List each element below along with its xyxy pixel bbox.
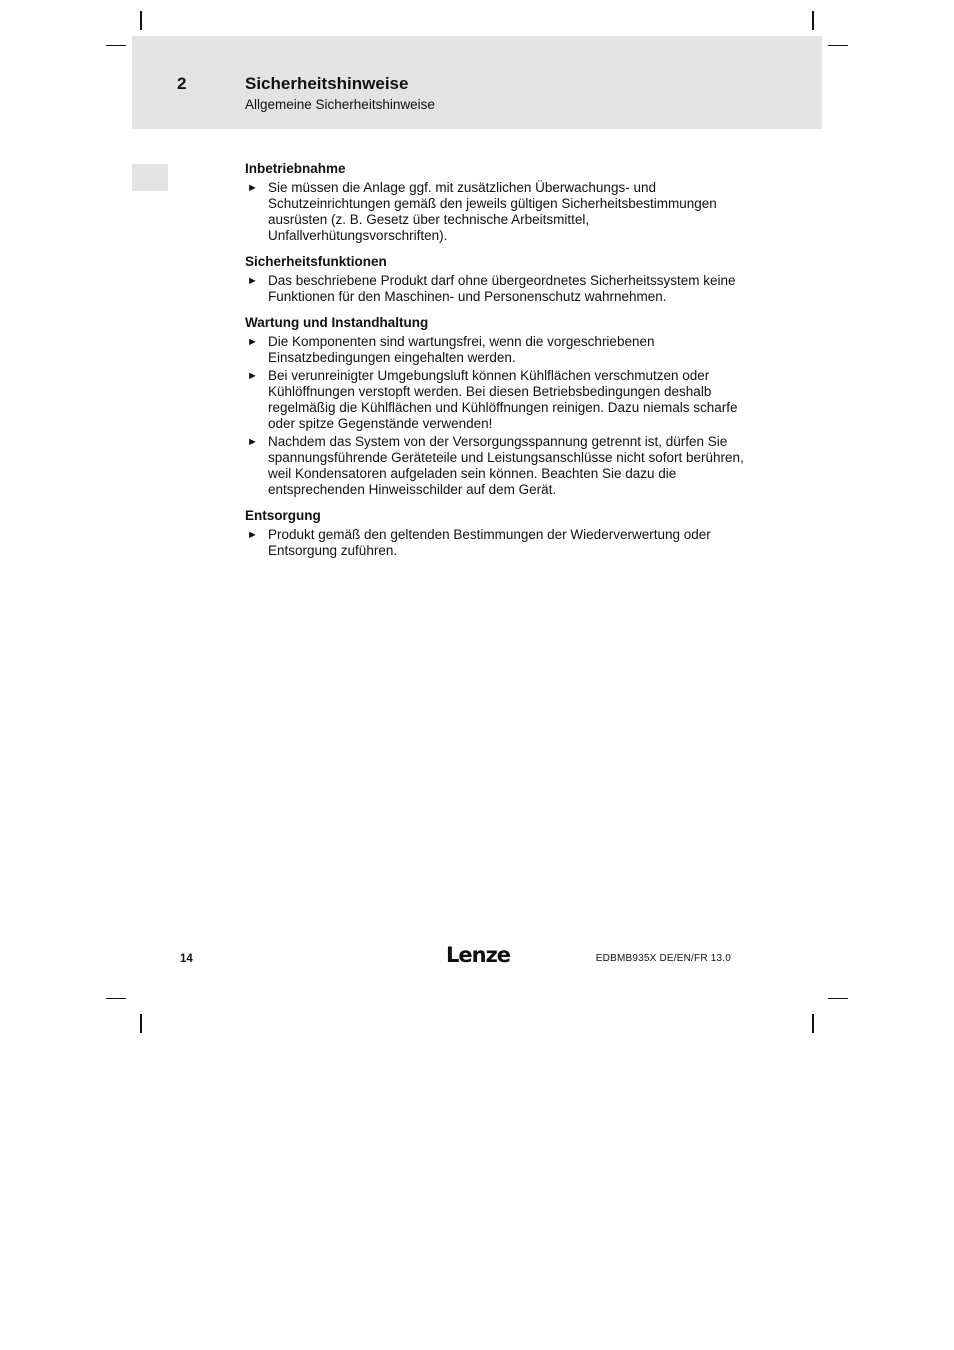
document-id: EDBMB935X DE/EN/FR 13.0 bbox=[595, 953, 731, 964]
section-entsorgung bbox=[245, 507, 745, 559]
bullet-icon: ► bbox=[247, 436, 258, 448]
crop-mark bbox=[828, 998, 848, 999]
bullet-icon: ► bbox=[247, 529, 258, 541]
list-item-text: Bei verunreinigter Umgebungsluft können Kühlflächen verschmutzen oder Kühlöffnungen verstopft werden. Bei diesen Betriebsbedingungen deshalb regelmäßig die Kühlflächen und Kühlöffnungen reinigen. Dazu niemals scharfe oder spitze Gegenstände verwenden! bbox=[268, 368, 738, 431]
section-sicherheitsfunktionen bbox=[245, 253, 745, 305]
list-item bbox=[245, 180, 745, 244]
chapter-number: 2 bbox=[177, 74, 187, 93]
list-item bbox=[245, 368, 745, 432]
section-heading: Entsorgung bbox=[245, 508, 321, 523]
list-item bbox=[245, 434, 745, 498]
margin-tab bbox=[132, 164, 168, 191]
main-content bbox=[245, 160, 745, 568]
list-item-text: Die Komponenten sind wartungsfrei, wenn die vorgeschriebenen Einsatzbedingungen eingehalten werden. bbox=[268, 334, 655, 365]
chapter-title: Sicherheitshinweise bbox=[245, 74, 409, 93]
crop-mark bbox=[812, 11, 814, 30]
list-item-text: Sie müssen die Anlage ggf. mit zusätzlichen Überwachungs- und Schutzeinrichtungen gemäß den jeweils gültigen Sicherheitsbestimmungen ausrüsten (z. B. Gesetz über technische Arbeitsmittel, Unfallverhütungsvorschriften). bbox=[268, 180, 717, 243]
page-number: 14 bbox=[180, 953, 193, 965]
list-item-text: Produkt gemäß den geltenden Bestimmungen der Wiederverwertung oder Entsorgung zuführen. bbox=[268, 527, 711, 558]
section-inbetriebnahme bbox=[245, 160, 745, 244]
crop-mark bbox=[140, 1014, 142, 1033]
lenze-logo: Lenze bbox=[446, 943, 511, 967]
crop-mark bbox=[812, 1014, 814, 1033]
list-item bbox=[245, 527, 745, 559]
crop-mark bbox=[828, 45, 848, 46]
list-item-text: Nachdem das System von der Versorgungsspannung getrennt ist, dürfen Sie spannungsführende Geräteteile und Leistungsanschlüsse nicht sofort berühren, weil Kondensatoren aufgeladen sein können. Beachten Sie dazu die entsprechenden Hinweisschilder auf dem Gerät. bbox=[268, 434, 744, 497]
section-subtitle: Allgemeine Sicherheitshinweise bbox=[245, 97, 435, 112]
section-heading: Inbetriebnahme bbox=[245, 161, 346, 176]
bullet-icon: ► bbox=[247, 370, 258, 382]
bullet-icon: ► bbox=[247, 336, 258, 348]
section-wartung bbox=[245, 314, 745, 498]
crop-mark bbox=[140, 11, 142, 30]
crop-mark bbox=[106, 998, 126, 999]
chapter-header bbox=[132, 36, 822, 129]
crop-mark bbox=[106, 45, 126, 46]
section-heading: Wartung und Instandhaltung bbox=[245, 315, 429, 330]
section-heading: Sicherheitsfunktionen bbox=[245, 254, 387, 269]
bullet-icon: ► bbox=[247, 182, 258, 194]
list-item bbox=[245, 334, 745, 366]
list-item bbox=[245, 273, 745, 305]
bullet-icon: ► bbox=[247, 275, 258, 287]
list-item-text: Das beschriebene Produkt darf ohne übergeordnetes Sicherheitssystem keine Funktionen für den Maschinen- und Personenschutz wahrnehmen. bbox=[268, 273, 736, 304]
